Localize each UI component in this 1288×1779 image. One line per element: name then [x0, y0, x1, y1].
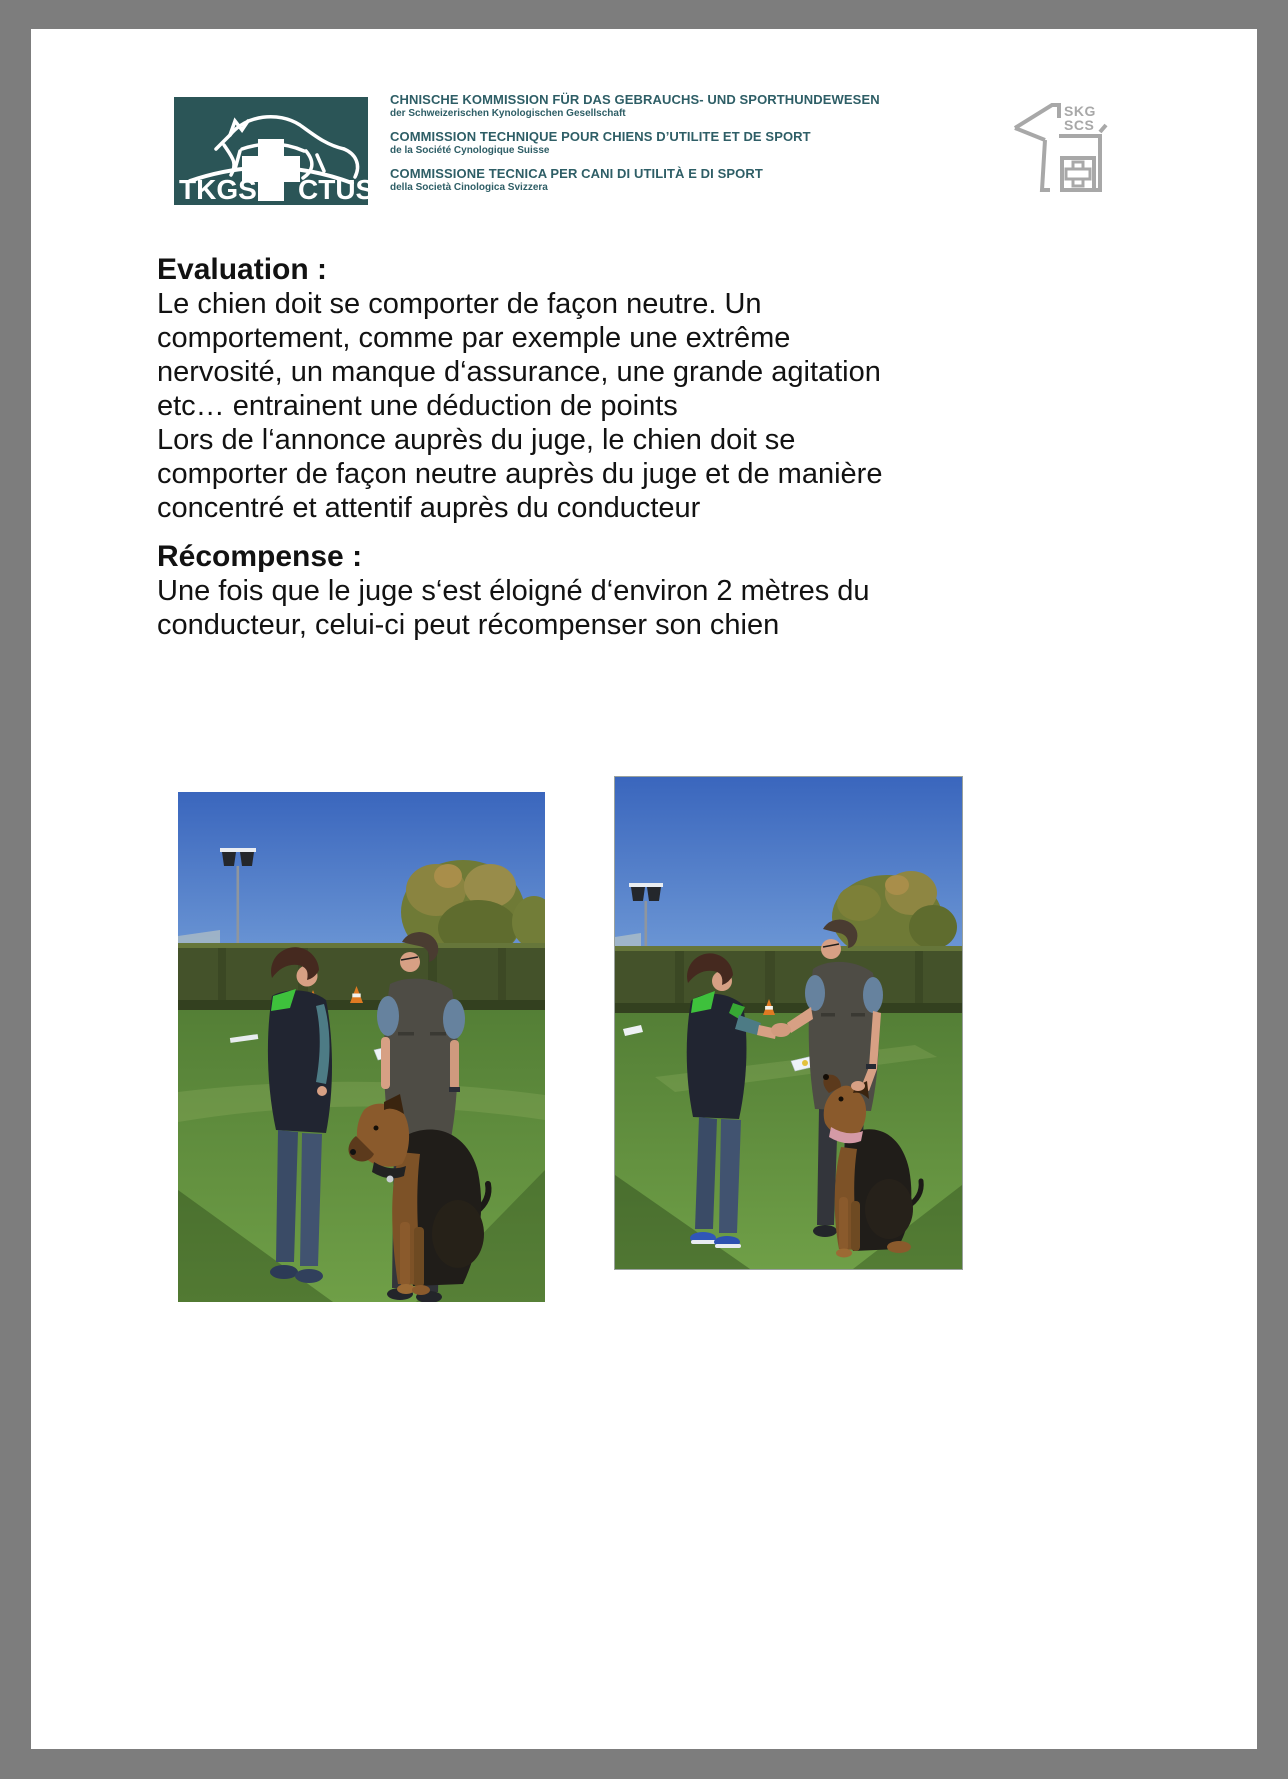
- grass: [615, 1013, 962, 1269]
- hedge: [615, 946, 962, 1013]
- angular-dog-outline-with-cross-icon: [1012, 100, 1108, 196]
- cross-icon: [1066, 162, 1090, 186]
- logo-right-label: CTUS: [298, 174, 368, 205]
- evaluation-line: etc… entrainent une déduction de points: [157, 390, 678, 422]
- evaluation-heading: Evaluation :: [157, 253, 328, 286]
- org-subtitle: della Società Cinologica Svizzera: [390, 182, 548, 193]
- photo-left: [178, 792, 545, 1302]
- evaluation-line: nervosité, un manque d‘assurance, une grande agitation: [157, 356, 881, 388]
- org-subtitle: de la Société Cynologique Suisse: [390, 145, 550, 156]
- evaluation-line: Le chien doit se comporter de façon neutre. Un: [157, 288, 762, 320]
- evaluation-line: comportement, comme par exemple une extrême: [157, 322, 791, 354]
- evaluation-line: comporter de façon neutre auprès du juge et de manière: [157, 458, 883, 490]
- document-body-text: [157, 253, 1067, 642]
- org-subtitle: der Schweizerischen Kynologischen Gesellschaft: [390, 108, 626, 119]
- photo-right: [614, 776, 963, 1270]
- organization-titles: [390, 92, 1030, 203]
- tkgs-ctus-logo: [174, 97, 368, 205]
- org-block-german: [390, 92, 1030, 120]
- evaluation-line: Lors de l‘annonce auprès du juge, le chien doit se: [157, 424, 796, 456]
- org-title: COMMISSION TECHNIQUE POUR CHIENS D’UTILITE ET DE SPORT: [390, 129, 811, 144]
- skg-scs-logo: [1012, 100, 1108, 196]
- scs-label: SCS: [1064, 117, 1095, 133]
- org-title: COMMISSIONE TECNICA PER CANI DI UTILITÀ E DI SPORT: [390, 166, 763, 181]
- recompense-line: Une fois que le juge s‘est éloigné d‘environ 2 mètres du: [157, 575, 870, 607]
- recompense-line: conducteur, celui-ci peut récompenser son chien: [157, 609, 780, 641]
- logo-left-label: TKGS: [179, 174, 257, 205]
- org-block-french: [390, 129, 1030, 157]
- leaping-dog-line-art-with-swiss-cross-icon: [174, 97, 368, 205]
- document-page: [31, 29, 1257, 1749]
- skg-label: SKG: [1064, 103, 1096, 119]
- recompense-heading: Récompense :: [157, 540, 363, 573]
- org-title: CHNISCHE KOMMISSION FÜR DAS GEBRAUCHS- UND SPORTHUNDEWESEN: [390, 92, 880, 107]
- evaluation-line: concentré et attentif auprès du conducteur: [157, 492, 701, 524]
- org-block-italian: [390, 166, 1030, 194]
